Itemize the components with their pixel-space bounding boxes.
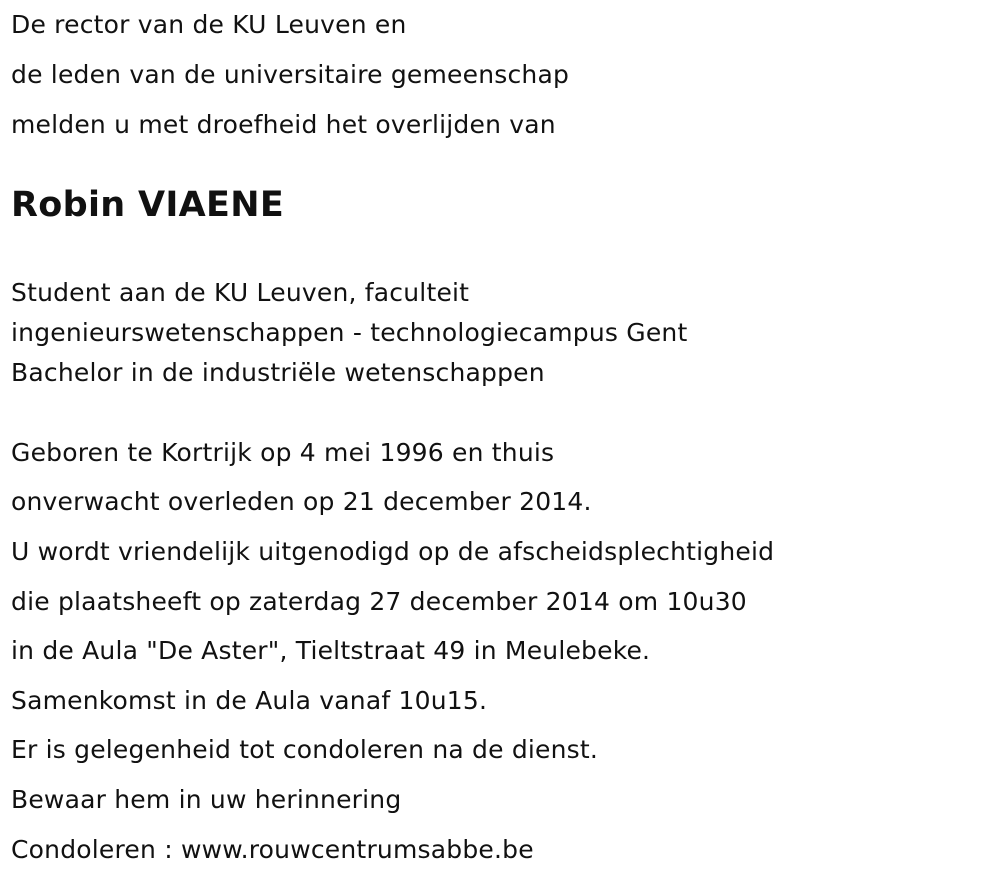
affiliation-line-3: Bachelor in de industriële wetenschappen — [11, 358, 545, 387]
detail-line-3: U wordt vriendelijk uitgenodigd op de afscheidsplechtigheid — [11, 537, 775, 566]
detail-line-4: die plaatsheeft op zaterdag 27 december 2014 om 10u30 — [11, 587, 747, 616]
intro-line-1: De rector van de KU Leuven en — [11, 10, 407, 39]
affiliation-line-1: Student aan de KU Leuven, faculteit — [11, 278, 470, 307]
intro-line-2: de leden van de universitaire gemeenschap — [11, 60, 570, 89]
detail-line-5: in de Aula "De Aster", Tieltstraat 49 in Meulebeke. — [11, 636, 651, 665]
deceased-name: Robin VIAENE — [11, 185, 285, 225]
condolence-website: Condoleren : www.rouwcentrumsabbe.be — [11, 835, 534, 864]
intro-line-3: melden u met droefheid het overlijden van — [11, 110, 556, 139]
detail-line-6: Samenkomst in de Aula vanaf 10u15. — [11, 686, 488, 715]
detail-line-2: onverwacht overleden op 21 december 2014. — [11, 487, 592, 516]
affiliation-line-2: ingenieurswetenschappen - technologiecampus Gent — [11, 318, 688, 347]
detail-line-7: Er is gelegenheid tot condoleren na de dienst. — [11, 735, 599, 764]
detail-line-1: Geboren te Kortrijk op 4 mei 1996 en thuis — [11, 438, 555, 467]
detail-line-8: Bewaar hem in uw herinnering — [11, 785, 402, 814]
